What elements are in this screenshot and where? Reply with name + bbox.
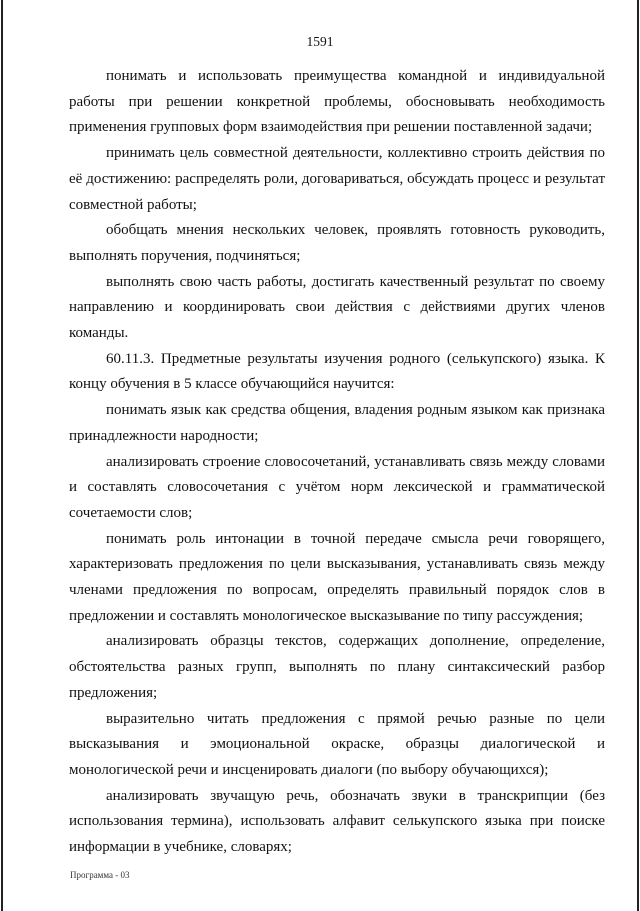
page-number: 1591 bbox=[306, 34, 334, 49]
paragraph: понимать язык как средства общения, владения родным языком как признака принадлежности народности; bbox=[69, 402, 605, 444]
page-border-left bbox=[1, 0, 3, 911]
paragraph: анализировать звучащую речь, обозначать звуки в транскрипции (без использования термина), использовать алфавит селькупского языка при поиске информации в учебнике, словарях; bbox=[69, 787, 605, 856]
document-body bbox=[69, 64, 605, 861]
footer-program-label: Программа - 03 bbox=[70, 870, 130, 880]
paragraph: анализировать строение словосочетаний, устанавливать связь между словами и составлять словосочетания с учётом норм лексической и грамматической сочетаемости слов; bbox=[69, 453, 605, 521]
section-heading-paragraph: 60.11.3. Предметные результаты изучения родного (селькупского) языка. К концу обучения в 5 классе обучающийся научится: bbox=[69, 350, 605, 393]
page-border-right bbox=[637, 0, 639, 911]
paragraph: выразительно читать предложения с прямой речью разные по цели высказывания и эмоциональной окраске, образцы диалогической и монологической речи и инсценировать диалоги (по выбору обучающихся); bbox=[69, 710, 605, 778]
paragraph: принимать цель совместной деятельности, коллективно строить действия по её достижению: распределять роли, договариваться, обсуждать процесс и результат совместной работы; bbox=[69, 145, 605, 213]
paragraph: понимать роль интонации в точной передаче смысла речи говорящего, характеризовать предложения по цели высказывания, устанавливать связь между членами предложения по вопросам, определять правильный порядок слов в предложении и составлять монологическое высказывание по типу рассуждения; bbox=[69, 530, 605, 624]
paragraph: анализировать образцы текстов, содержащих дополнение, определение, обстоятельства разных групп, выполнять по плану синтаксический разбор предложения; bbox=[69, 633, 605, 701]
paragraph: понимать и использовать преимущества командной и индивидуальной работы при решении конкретной проблемы, обосновывать необходимость применения групповых форм взаимодействия при решении поставленной задачи; bbox=[69, 68, 605, 136]
paragraph: выполнять свою часть работы, достигать качественный результат по своему направлению и координировать свои действия с действиями других членов команды. bbox=[69, 273, 605, 342]
paragraph: обобщать мнения нескольких человек, проявлять готовность руководить, выполнять поручения, подчиняться; bbox=[69, 222, 605, 264]
